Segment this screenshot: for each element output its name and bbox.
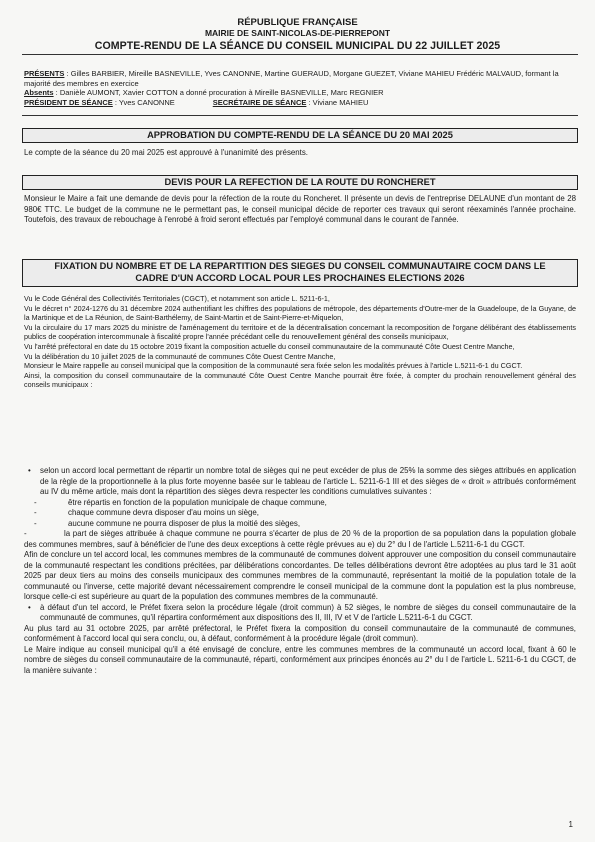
dash-icon: - <box>34 518 37 528</box>
condition-text: la part de sièges attribuée à chaque commune ne pourra s'écarter de plus de 20 % de la proportion de sa population dans la population globale des communes membres, sauf à bénéficier de l'une des deux exceptions à cette règle prévues au e) du 2° du I de l'article L.5211-6-1 du CGCT. <box>24 529 576 549</box>
attendance-block <box>24 69 576 107</box>
condition-text: aucune commune ne pourra disposer de plus la moitié des sièges, <box>68 518 301 528</box>
section-text-approbation: Le compte de la séance du 20 mai 2025 est approuvé à l'unanimité des présents. <box>24 148 308 157</box>
vu-paragraph: Vu l'arrêté préfectoral en date du 15 octobre 2019 fixant la composition actuelle du conseil communautaire de la communauté Côte Ouest Centre Manche, <box>24 341 515 351</box>
absents-label: Absents <box>24 88 54 98</box>
condition-item <box>24 529 576 550</box>
absents-line <box>24 88 576 98</box>
vu-paragraph: Vu le Code Général des Collectivités Territoriales (CGCT), et notamment son article L. 5211-6-1, <box>24 294 330 303</box>
page-title: COMPTE-RENDU DE LA SÉANCE DU CONSEIL MUNICIPAL DU 22 JUILLET 2025 <box>94 40 501 52</box>
condition-item <box>24 519 576 530</box>
mairie-heading: MAIRIE DE SAINT-NICOLAS-DE-PIERREPONT <box>204 28 391 38</box>
bullet-accord-local-text: selon un accord local permettant de répartir un nombre total de sièges qui ne peut excéder de plus de 25% la somme des sièges attribués en application de la règle de la proportionnelle à la plus forte moyenne basée sur le tableau de l'article L. 5211-6-1 III et des sièges de « droit » attribués conformément au IV du même article, mais dont la répartition des sièges devra respecter les conditions cumulatives suivantes : <box>40 466 576 496</box>
section-heading-approbation: APPROBATION DU COMPTE-RENDU DE LA SÉANCE DU 20 MAI 2025 <box>22 128 578 143</box>
maire-paragraph: Le Maire indique au conseil municipal qu'il a été envisagé de conclure, entre les communes membres de la communauté un accord local, fixant à 60 le nombre de sièges du conseil communautaire de la communauté, réparti, conformément aux principes énoncés au 2° du I de l'article L. 5211-6-1 du CGCT, de la manière suivante : <box>24 644 576 675</box>
section-heading-fixation-line2: CADRE D'UN ACCORD LOCAL POUR LES PROCHAINES ELECTIONS 2026 <box>135 273 465 283</box>
president-label: PRÉSIDENT DE SÉANCE <box>24 97 113 107</box>
presents-line <box>24 69 576 88</box>
vu-paragraph: Vu la circulaire du 17 mars 2025 du ministre de l'aménagement du territoire et de la décentralisation concernant la recomposition de l'organe délibérant des établissements publics de coopération intercommunale à fiscalité propre l'année précédant celle du renouvellement général des conseils municipaux, <box>24 322 576 342</box>
absents-text: : Danièle AUMONT, Xavier COTTON a donné procuration à Mireille BASNEVILLE, Marc REGNIER <box>53 88 384 98</box>
header-divider <box>22 54 578 55</box>
section-heading-devis: DEVIS POUR LA REFECTION DE LA ROUTE DU RONCHERET <box>22 175 578 190</box>
bullet-accord-local <box>24 466 576 498</box>
bullet-defaut <box>24 603 576 624</box>
president-text: : Yves CANONNE <box>112 97 175 107</box>
presents-text: : Gilles BARBIER, Mireille BASNEVILLE, Yves CANONNE, Martine GUERAUD, Morgane GUEZET, Viviane MAHIEU Frédéric MALVAUD, formant la majorité des membres en exercice <box>24 69 559 88</box>
condition-text: être répartis en fonction de la population municipale de chaque commune, <box>68 497 327 507</box>
section-heading-fixation-line1: FIXATION DU NOMBRE ET DE LA REPARTITION DES SIEGES DU CONSEIL COMMUNAUTAIRE COCM DANS LE <box>54 261 546 271</box>
page-number: 1 <box>568 820 573 829</box>
secretaire-label: SECRÉTAIRE DE SÉANCE <box>212 97 307 107</box>
attendance-divider <box>22 115 578 116</box>
section-text-devis: Monsieur le Maire a fait une demande de devis pour la réfection de la route du Roncheret. Il présente un devis de l'entreprise DELAUNE d'un montant de 28 980€ TTC. Le budget de la commune ne le permettant pas, le conseil municipal décide de reporter ces travaux qui seront réexaminés l'année prochaine. Toutefois, des travaux de rebouchage à l'enrobé à froid seront effectués par l'employé communal dans le courant de l'année. <box>24 194 576 224</box>
bullet-defaut-text: à défaut d'un tel accord, le Préfet fixera selon la procédure légale (droit commun) à 52 sièges, le nombre de sièges du conseil communautaire de la communauté de communes, qu'il répartira conformément aux dispositions des II, III, IV et V de l'article L.5211-6-1 du CGCT. <box>40 602 576 622</box>
section-body-fixation-continued <box>24 466 576 676</box>
vu-paragraph: Vu la délibération du 10 juillet 2025 de la communauté de communes Côte Ouest Centre Manche, <box>24 351 336 361</box>
dash-icon: - <box>24 529 27 538</box>
condition-text: chaque commune devra disposer d'au moins un siège, <box>68 508 259 517</box>
condition-item <box>24 498 576 509</box>
bullet-icon: • <box>28 602 31 612</box>
section-body-fixation <box>24 294 576 390</box>
country-heading: RÉPUBLIQUE FRANÇAISE <box>237 17 358 28</box>
dash-icon: - <box>34 497 37 507</box>
afin-paragraph: Afin de conclure un tel accord local, les communes membres de la communauté de communes doivent approuver une composition du conseil communautaire de la communauté respectant les conditions précitées, par délibérations concordantes. De telles délibérations devront être adoptées au plus tard le 31 août 2025 par deux tiers au moins des conseils municipaux des communes membres de la communauté, représentant la moitié de la population totale de la communauté ou l'inverse, cette majorité devant nécessairement comprendre le conseil municipal de la commune dont la population est la plus nombreuse, lorsque celle-ci est supérieure au quart de la population des communes membres de la communauté. <box>24 550 576 601</box>
bullet-icon: • <box>28 466 31 475</box>
vu-paragraph: Monsieur le Maire rappelle au conseil municipal que la composition de la communauté sera fixée selon les modalités prévues à l'article L.5211-6-1 du CGCT. <box>24 361 523 371</box>
auplus-paragraph: Au plus tard au 31 octobre 2025, par arrêté préfectoral, le Préfet fixera la composition du conseil communautaire de la communauté de communes, conformément à l'accord local qui sera conclu, ou, à défaut, conformément à la procédure légale (droit commun). <box>24 623 576 643</box>
president-line <box>24 98 576 108</box>
condition-item <box>24 508 576 519</box>
ainsi-paragraph: Ainsi, la composition du conseil communautaire de la communauté Côte Ouest Centre Manche pourrait être fixée, à compter du prochain renouvellement général des conseils municipaux : <box>24 370 576 390</box>
vu-paragraph: Vu le décret n° 2024-1276 du 31 décembre 2024 authentifiant les chiffres des populations de métropole, des départements d'Outre-mer de la Guadeloupe, de la Guyane, de la Martinique et de La Réunion, de Saint-Barthélemy, de Saint-Martin et de Saint-Pierre-et-Miquelon, <box>24 303 576 323</box>
secretaire-text: : Viviane MAHIEU <box>306 97 369 107</box>
section-heading-fixation <box>22 259 578 287</box>
dash-icon: - <box>34 508 37 517</box>
presents-label: PRÉSENTS <box>24 69 65 78</box>
